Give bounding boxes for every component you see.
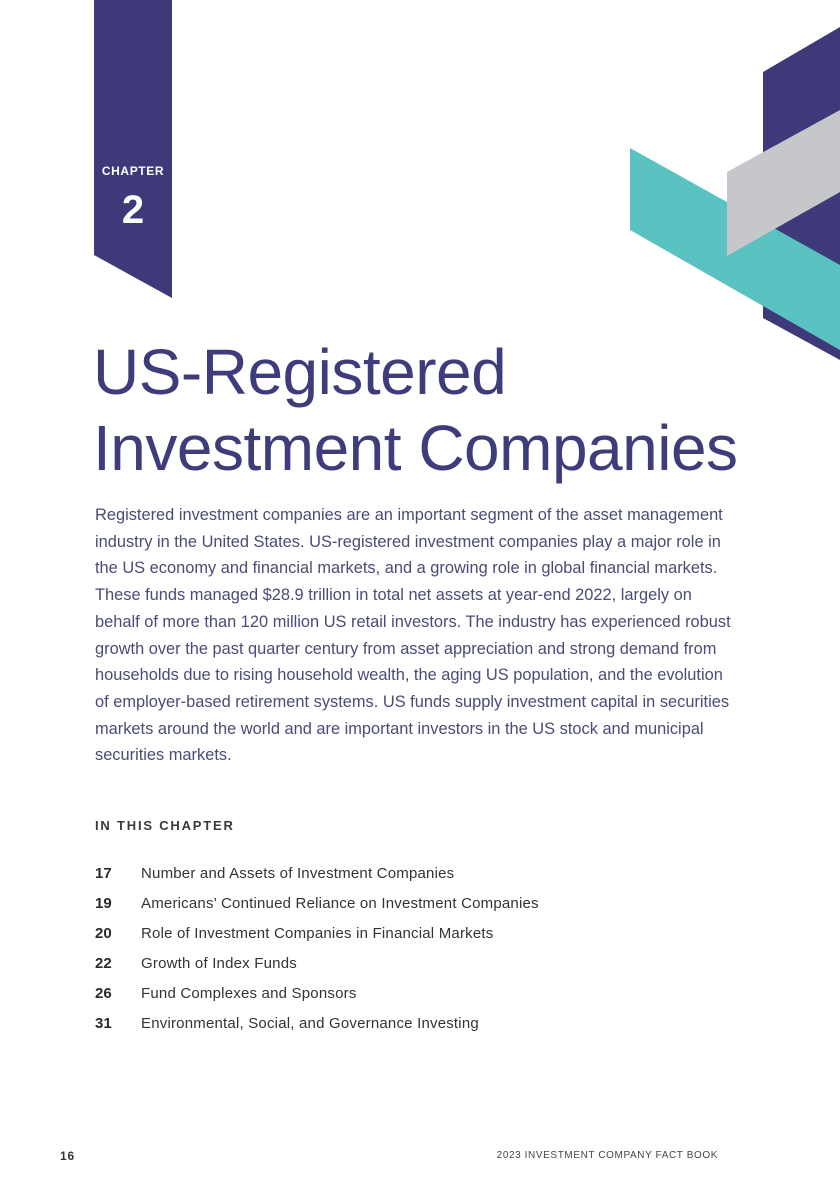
- toc-item[interactable]: [95, 888, 539, 918]
- footer-book-title: 2023 INVESTMENT COMPANY FACT BOOK: [496, 1150, 718, 1161]
- chapter-number: 2: [121, 188, 145, 232]
- toc-page-number: 17: [95, 864, 112, 882]
- toc-page-number: 31: [95, 1014, 112, 1032]
- page-title: [93, 334, 738, 486]
- toc-title: Number and Assets of Investment Companies: [141, 864, 455, 882]
- toc-item[interactable]: [95, 978, 539, 1008]
- toc-title: Fund Complexes and Sponsors: [141, 984, 357, 1002]
- intro-paragraph: Registered investment companies are an important segment of the asset management industry in the United States. US-registered investment companies play a major role in the US economy and financial markets, and a growing role in global financial markets. These funds managed $28.9 trillion in total net assets at year-end 2022, largely on behalf of more than 120 million US retail investors. The industry has experienced robust growth over the past quarter century from asset appreciation and strong demand from households due to rising household wealth, the aging US population, and the evolution of employer-based retirement systems. US funds supply investment capital in securities markets around the world and are important investors in the US stock and municipal securities markets.: [95, 506, 731, 765]
- toc-title: Role of Investment Companies in Financial Markets: [141, 924, 494, 942]
- toc-title: Environmental, Social, and Governance Investing: [141, 1014, 479, 1032]
- toc-item[interactable]: [95, 1008, 539, 1038]
- chapter-label: CHAPTER: [101, 164, 165, 178]
- in-this-chapter-heading: IN THIS CHAPTER: [95, 818, 235, 833]
- page-title-line1: US-Registered: [93, 336, 507, 408]
- toc-item[interactable]: [95, 948, 539, 978]
- page-title-line2: Investment Companies: [93, 412, 738, 484]
- toc-title: Americans’ Continued Reliance on Investment Companies: [141, 894, 539, 912]
- toc-page-number: 20: [95, 924, 112, 942]
- toc-item[interactable]: [95, 918, 539, 948]
- toc-page-number: 26: [95, 984, 112, 1002]
- toc-page-number: 19: [95, 894, 112, 912]
- chapter-contents-list: [95, 858, 539, 1038]
- toc-page-number: 22: [95, 954, 112, 972]
- toc-title: Growth of Index Funds: [141, 954, 297, 972]
- toc-item[interactable]: [95, 858, 539, 888]
- page-number: 16: [60, 1149, 75, 1163]
